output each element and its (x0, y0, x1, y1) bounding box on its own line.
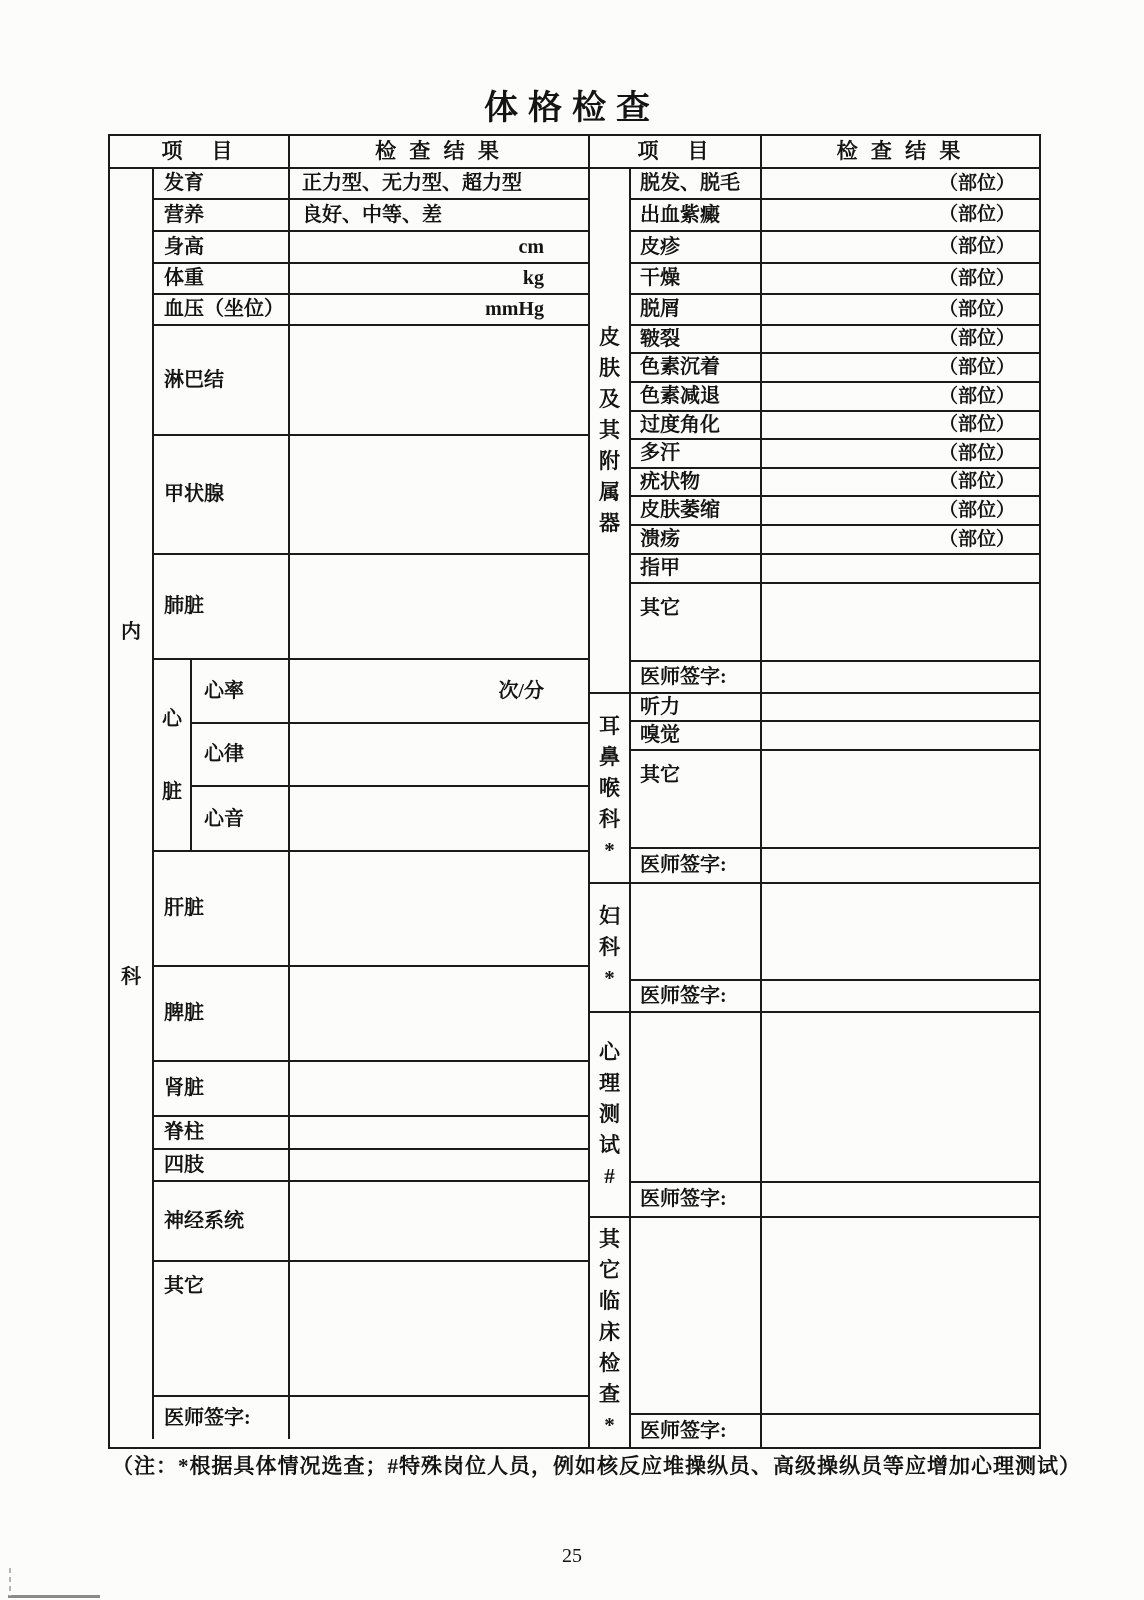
row-label: 心率 (192, 660, 290, 722)
row-result (290, 1150, 588, 1180)
row-result: mmHg (485, 298, 544, 320)
row-result (762, 694, 1039, 720)
row-result (762, 584, 1039, 660)
page-title: 体格检查 (484, 90, 660, 127)
table-row (154, 1117, 588, 1150)
table-row (192, 724, 588, 787)
table-row (631, 169, 1039, 200)
row-result (762, 1183, 1039, 1216)
table-row (154, 555, 588, 660)
row-result (290, 1397, 588, 1439)
table-section (590, 1218, 1039, 1447)
row-result (762, 884, 1039, 979)
row-result (762, 751, 1039, 847)
row-result (290, 1262, 588, 1395)
signature-row (631, 981, 1039, 1011)
row-label (631, 1013, 762, 1181)
row-label: 干燥 (631, 264, 762, 293)
left-header-row (110, 136, 588, 169)
row-result (762, 555, 1039, 582)
row-result (290, 967, 588, 1060)
table-section (590, 169, 1039, 694)
table-section (590, 884, 1039, 1013)
table-row (154, 295, 588, 326)
row-result: （部位） (938, 471, 1015, 493)
row-label: 心音 (192, 787, 290, 852)
table-row (154, 852, 588, 967)
row-result (762, 662, 1039, 692)
row-label: 营养 (154, 200, 290, 230)
row-label (631, 884, 762, 979)
vertical-strip-char: 脏 (162, 780, 182, 803)
table-row (154, 1182, 588, 1262)
table-row (631, 884, 1039, 981)
vertical-strip-char: 喉 (599, 775, 620, 800)
vertical-strip-char: 科 (599, 806, 620, 831)
row-result: cm (518, 235, 544, 258)
row-label: 血压（坐位） (154, 295, 290, 324)
physical-exam-table (108, 134, 1041, 1449)
row-result (290, 787, 588, 852)
row-label: 皲裂 (631, 326, 762, 352)
row-label: 出血紫癜 (631, 200, 762, 230)
table-row (154, 1150, 588, 1182)
table-row (154, 264, 588, 295)
right-header-row (590, 136, 1039, 169)
vertical-strip-char: 心 (599, 1040, 620, 1064)
table-row (631, 232, 1039, 264)
row-label: 身高 (154, 232, 290, 262)
table-row (154, 436, 588, 555)
vertical-strip-char: 试 (599, 1133, 620, 1157)
vertical-strip-char: 其 (599, 1227, 620, 1251)
section-rows (631, 1218, 1039, 1447)
row-result: （部位） (938, 172, 1015, 194)
scan-artifact-line (8, 1595, 100, 1598)
signature-row (631, 1415, 1039, 1447)
row-label: 溃疡 (631, 526, 762, 553)
section-label (590, 169, 631, 692)
vertical-strip-char: * (604, 966, 615, 990)
table-row (631, 354, 1039, 383)
row-result: （部位） (938, 499, 1015, 521)
vertical-strip-char: * (604, 1413, 615, 1437)
row-label: 肺脏 (154, 555, 290, 658)
table-row (154, 326, 588, 436)
row-label: 淋巴结 (154, 326, 290, 434)
row-result (290, 555, 588, 658)
vertical-strip-char: 耳 (599, 713, 620, 738)
row-label: 心律 (192, 724, 290, 785)
vertical-strip-char: 附 (599, 449, 620, 473)
row-result: （部位） (938, 204, 1015, 226)
row-label: 疣状物 (631, 469, 762, 495)
row-label: 皮肤萎缩 (631, 497, 762, 524)
vertical-strip-char: 鼻 (599, 744, 620, 769)
vertical-strip-char: * (604, 837, 615, 862)
row-label: 听力 (631, 694, 762, 720)
vertical-strip-char: 测 (599, 1102, 620, 1126)
row-label: 医师签字: (631, 662, 762, 692)
left-header-result: 检 查 结 果 (375, 139, 503, 164)
table-row (192, 787, 588, 852)
row-label: 医师签字: (154, 1397, 290, 1439)
row-label: 皮疹 (631, 232, 762, 262)
row-result (762, 722, 1039, 749)
row-label: 神经系统 (154, 1182, 290, 1260)
row-result (762, 981, 1039, 1011)
row-result: （部位） (938, 385, 1015, 407)
left-body-rows (154, 169, 588, 1439)
vertical-strip-char: 心 (162, 707, 182, 730)
row-result (762, 849, 1039, 882)
vertical-strip-char: 床 (599, 1320, 620, 1344)
heart-rows (192, 660, 588, 850)
vertical-strip-char: 妇 (599, 904, 620, 928)
row-label: 色素沉着 (631, 354, 762, 381)
table-row (631, 383, 1039, 412)
row-label: 医师签字: (631, 1415, 762, 1447)
row-label: 医师签字: (631, 1183, 762, 1216)
vertical-strip-char: 属 (599, 480, 620, 504)
row-label: 其它 (631, 751, 762, 847)
row-result: 良好、中等、差 (302, 203, 442, 226)
vertical-strip-char: 查 (599, 1382, 620, 1406)
row-label (631, 1218, 762, 1413)
signature-row (631, 662, 1039, 692)
row-result: （部位） (938, 236, 1015, 258)
row-label: 脱屑 (631, 295, 762, 324)
table-row (154, 169, 588, 200)
row-label: 嗅觉 (631, 722, 762, 749)
row-result (290, 1062, 588, 1115)
row-result (290, 1117, 588, 1148)
table-row (154, 967, 588, 1062)
vertical-strip-char: 内 (121, 620, 141, 643)
table-row (631, 555, 1039, 584)
row-label: 脱发、脱毛 (631, 169, 762, 198)
section-label (590, 694, 631, 882)
right-body-sections (590, 169, 1039, 1447)
table-row (154, 200, 588, 232)
row-label: 指甲 (631, 555, 762, 582)
row-result: （部位） (938, 528, 1015, 550)
section-label (590, 884, 631, 1011)
section-rows (631, 1013, 1039, 1216)
row-result: （部位） (938, 356, 1015, 378)
section-rows (631, 884, 1039, 1011)
row-result: （部位） (938, 298, 1015, 320)
row-result: （部位） (938, 328, 1015, 350)
table-row (631, 326, 1039, 354)
right-header-result: 检 查 结 果 (836, 139, 965, 164)
row-label: 医师签字: (631, 981, 762, 1011)
section-rows (631, 169, 1039, 692)
row-label: 肝脏 (154, 852, 290, 965)
heart-row-group (154, 660, 588, 852)
signature-row (154, 1397, 588, 1439)
vertical-strip-char: 理 (599, 1071, 620, 1095)
vertical-strip-char: 器 (599, 511, 620, 535)
row-label: 甲状腺 (154, 436, 290, 553)
row-result: kg (522, 267, 544, 289)
row-label: 脾脏 (154, 967, 290, 1060)
right-header-item: 项 目 (590, 136, 762, 167)
vertical-strip-char: 临 (599, 1289, 620, 1313)
row-result: （部位） (938, 267, 1015, 289)
section-rows (631, 694, 1039, 882)
row-label: 其它 (154, 1262, 290, 1395)
vertical-strip-char: 科 (599, 935, 620, 959)
vertical-strip-char: 皮 (599, 325, 620, 349)
row-label: 四肢 (154, 1150, 290, 1180)
section-label-neike (110, 169, 154, 1439)
vertical-strip-char: 它 (599, 1258, 620, 1282)
table-row (631, 200, 1039, 232)
row-result (290, 1182, 588, 1260)
row-result: （部位） (938, 442, 1015, 464)
row-result (290, 326, 588, 434)
table-row (631, 412, 1039, 440)
section-label-xinzang (154, 660, 192, 850)
row-result (762, 1013, 1039, 1181)
section-label (590, 1013, 631, 1216)
vertical-strip-char: 检 (599, 1351, 620, 1375)
row-result (290, 852, 588, 965)
table-row (631, 497, 1039, 526)
row-label: 色素减退 (631, 383, 762, 410)
table-row (631, 469, 1039, 497)
row-label: 多汗 (631, 440, 762, 467)
row-label: 发育 (154, 169, 290, 198)
table-right-half (590, 136, 1039, 1447)
signature-row (631, 1183, 1039, 1216)
row-label: 脊柱 (154, 1117, 290, 1148)
table-row (631, 722, 1039, 751)
row-label: 体重 (154, 264, 290, 293)
table-row (631, 1013, 1039, 1183)
row-label: 医师签字: (631, 849, 762, 882)
row-result (762, 1218, 1039, 1413)
row-result (762, 1415, 1039, 1447)
table-row (631, 295, 1039, 326)
vertical-strip-char: 科 (121, 965, 141, 988)
row-result: （部位） (938, 414, 1015, 436)
table-row (154, 232, 588, 264)
left-body (110, 169, 588, 1439)
scan-artifact-mark (9, 1568, 11, 1596)
footnote: （注：*根据具体情况选查；#特殊岗位人员，例如核反应堆操纵员、高级操纵员等应增加心理测试） (112, 1454, 1081, 1478)
table-row (631, 440, 1039, 469)
vertical-strip-char: 其 (599, 418, 620, 442)
table-row (631, 751, 1039, 849)
page-number: 25 (562, 1545, 582, 1567)
table-section (590, 694, 1039, 884)
table-row (154, 1262, 588, 1397)
row-label: 过度角化 (631, 412, 762, 438)
table-row (631, 264, 1039, 295)
table-row (631, 526, 1039, 555)
row-result: 次/分 (498, 679, 544, 702)
table-left-half (110, 136, 590, 1447)
row-result (290, 436, 588, 553)
table-row (631, 694, 1039, 722)
table-section (590, 1013, 1039, 1218)
vertical-strip-char: 及 (599, 387, 620, 411)
table-row (631, 1218, 1039, 1415)
table-row (192, 660, 588, 724)
section-label (590, 1218, 631, 1447)
table-row (154, 1062, 588, 1117)
vertical-strip-char: # (604, 1164, 615, 1188)
row-result: 正力型、无力型、超力型 (302, 172, 522, 194)
left-header-item: 项 目 (110, 136, 290, 167)
vertical-strip-char: 肤 (599, 356, 620, 380)
row-result (290, 724, 588, 785)
row-label: 其它 (631, 584, 762, 660)
row-label: 肾脏 (154, 1062, 290, 1115)
signature-row (631, 849, 1039, 882)
table-row (631, 584, 1039, 662)
